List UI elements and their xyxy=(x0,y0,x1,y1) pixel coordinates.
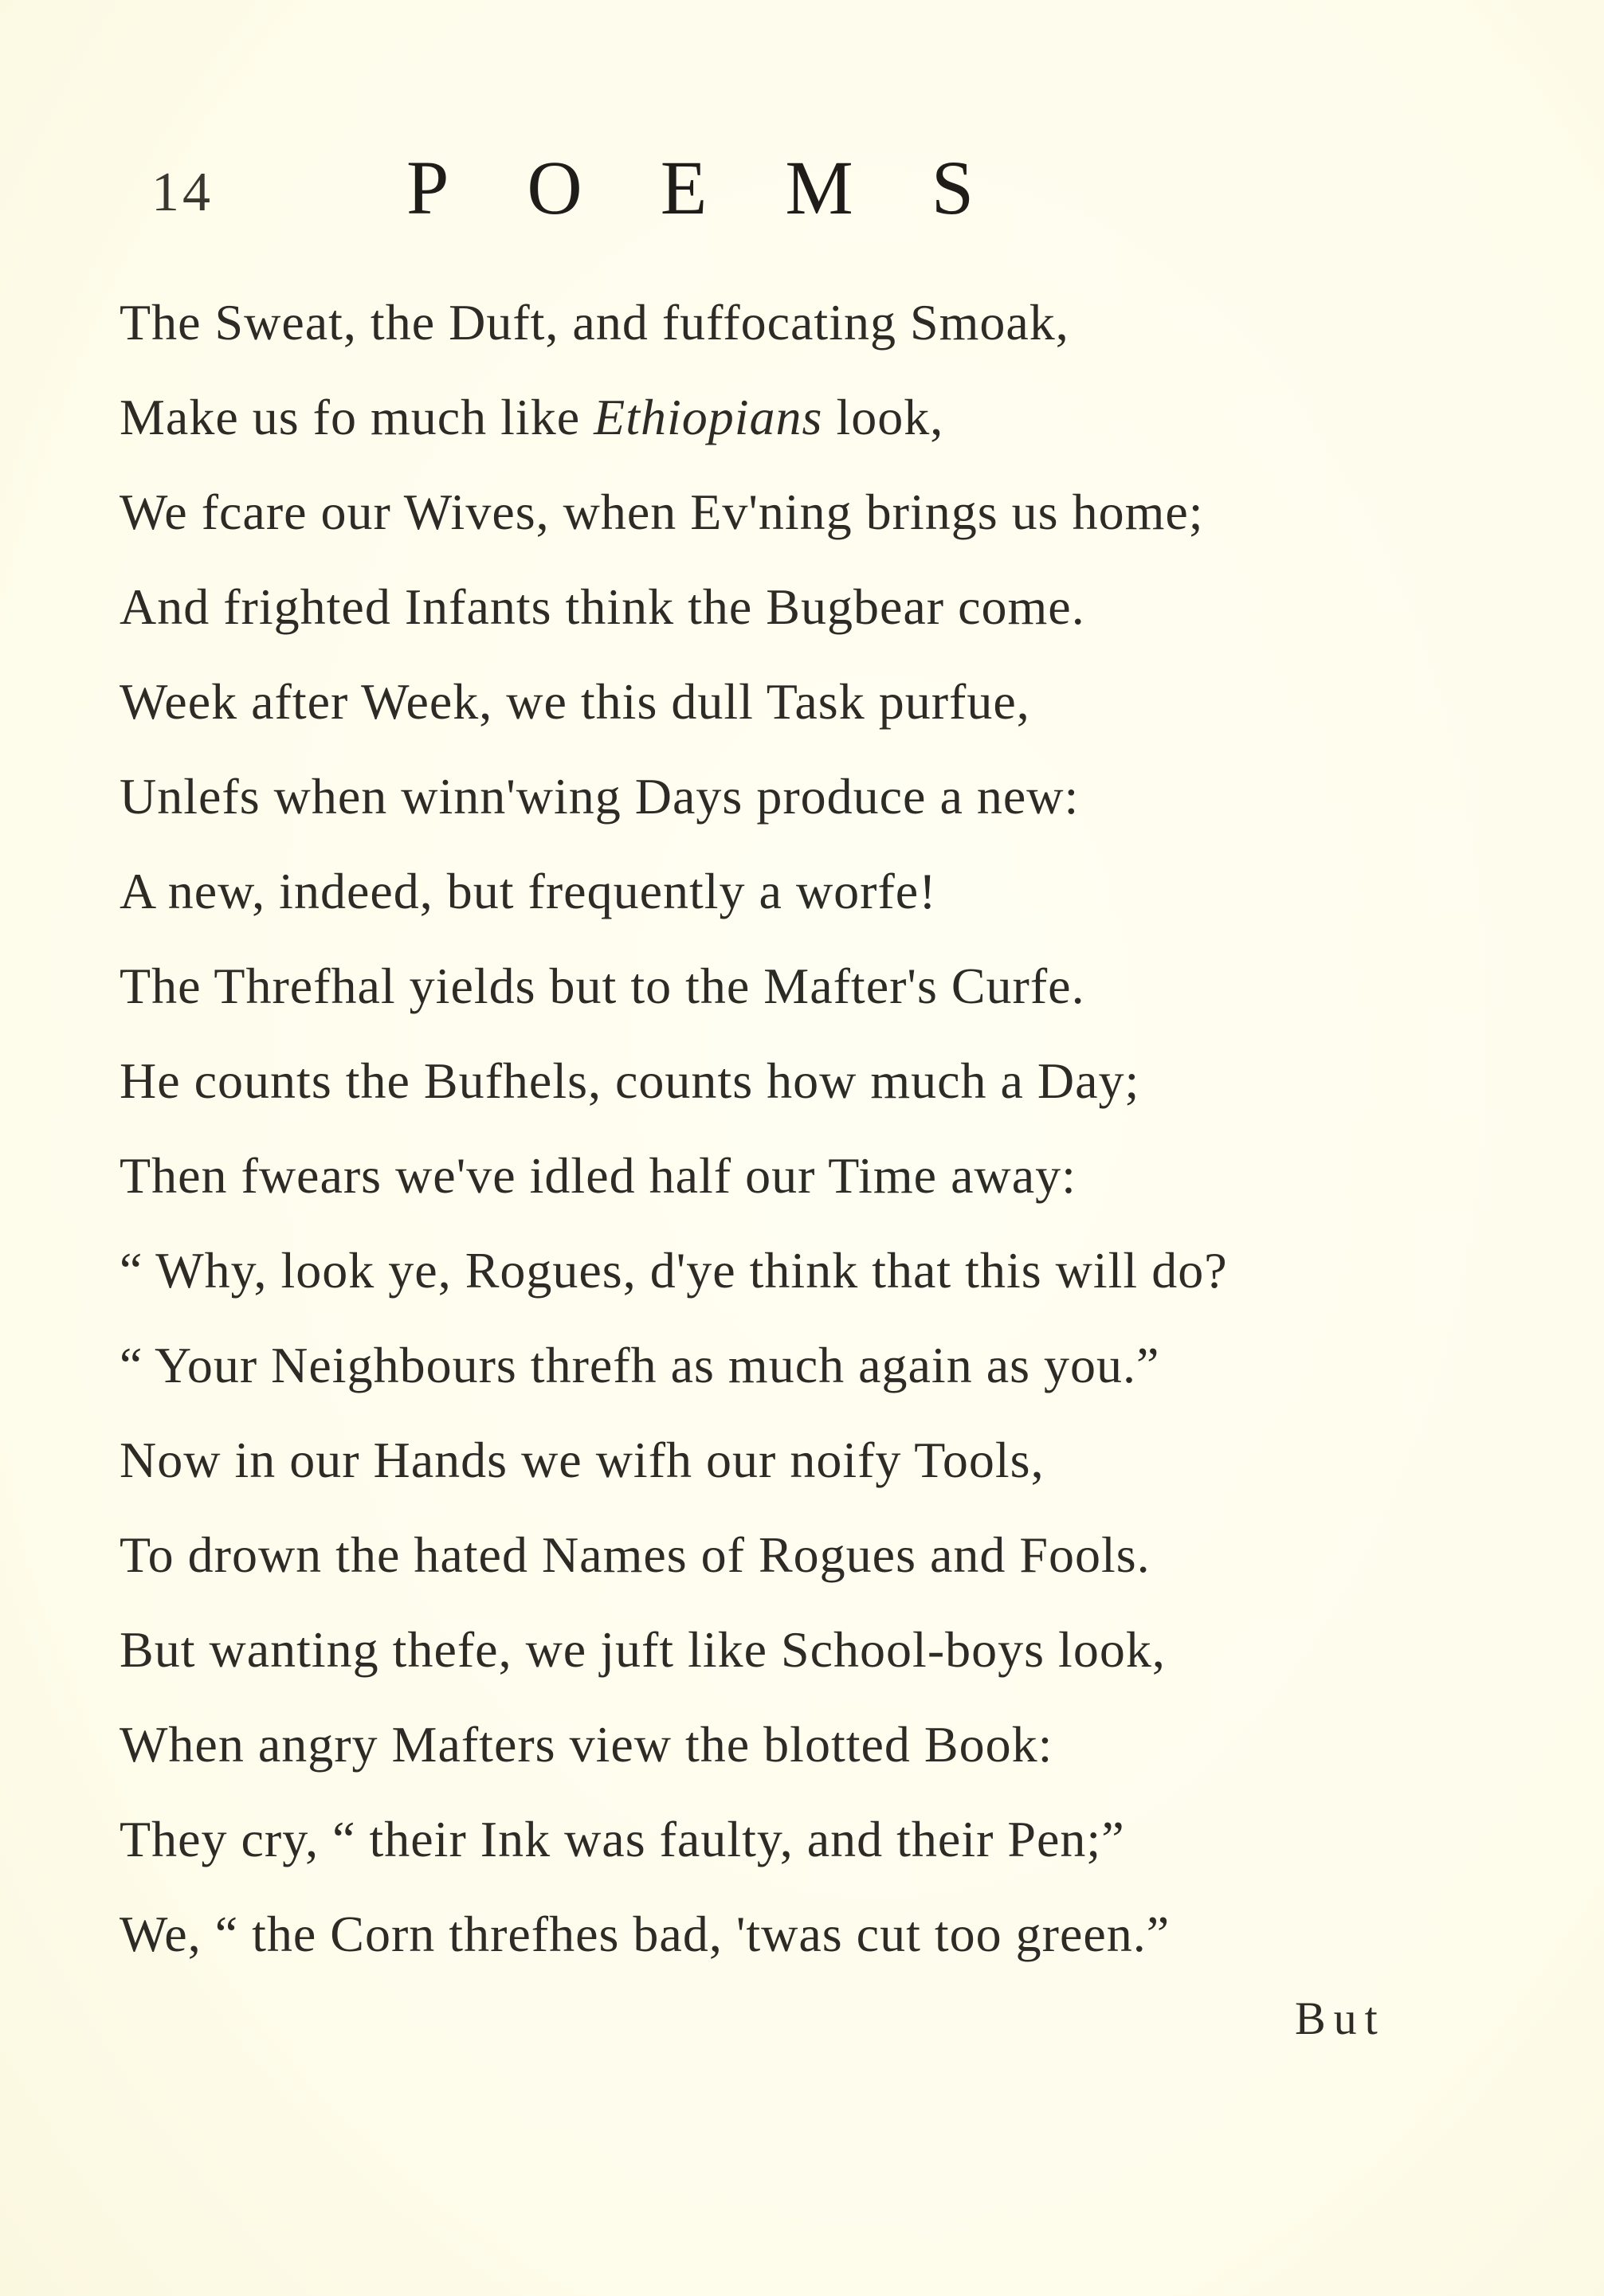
verse-line: Unlefs when winn'wing Days produce a new: xyxy=(120,768,1080,825)
verse-line: Then fwears we've idled half our Time away: xyxy=(120,1147,1077,1204)
verse-line: “ Why, look ye, Rogues, d'ye think that this will do? xyxy=(120,1242,1228,1299)
verse-line: A new, indeed, but frequently a worfe! xyxy=(120,863,937,919)
verse-line: And frighted Infants think the Bugbear come. xyxy=(120,578,1085,635)
verse-text: Make us fo much like xyxy=(120,389,594,445)
verse-line: Week after Week, we this dull Task purfue, xyxy=(120,673,1030,730)
verse-line: But wanting thefe, we juft like School-boys look, xyxy=(120,1621,1166,1678)
catchword: But xyxy=(1295,1992,1386,2044)
verse-line xyxy=(120,370,1522,464)
verse-text: look, xyxy=(822,389,944,445)
verse-line: Now in our Hands we wifh our noify Tools, xyxy=(120,1432,1045,1488)
verse-line: “ Your Neighbours threfh as much again as you.” xyxy=(120,1337,1160,1393)
verse-line: The Threfhal yields but to the Mafter's Curfe. xyxy=(120,958,1085,1014)
verse-line: The Sweat, the Duft, and fuffocating Smoak, xyxy=(120,294,1069,351)
page-header xyxy=(0,143,1604,231)
verse-line: We, “ the Corn threfhes bad, 'twas cut too green.” xyxy=(120,1906,1171,1962)
page-number: 14 xyxy=(151,162,214,223)
poem-verse xyxy=(120,275,1522,1981)
italic-word: Ethiopians xyxy=(594,389,823,445)
verse-line: We fcare our Wives, when Ev'ning brings us home; xyxy=(120,484,1204,540)
verse-line: When angry Mafters view the blotted Book: xyxy=(120,1716,1053,1773)
verse-line: He counts the Bufhels, counts how much a Day; xyxy=(120,1052,1140,1109)
running-head: POEMS xyxy=(406,145,1053,230)
verse-line: To drown the hated Names of Rogues and Fools. xyxy=(120,1526,1151,1583)
verse-line: They cry, “ their Ink was faulty, and their Pen;” xyxy=(120,1811,1125,1867)
